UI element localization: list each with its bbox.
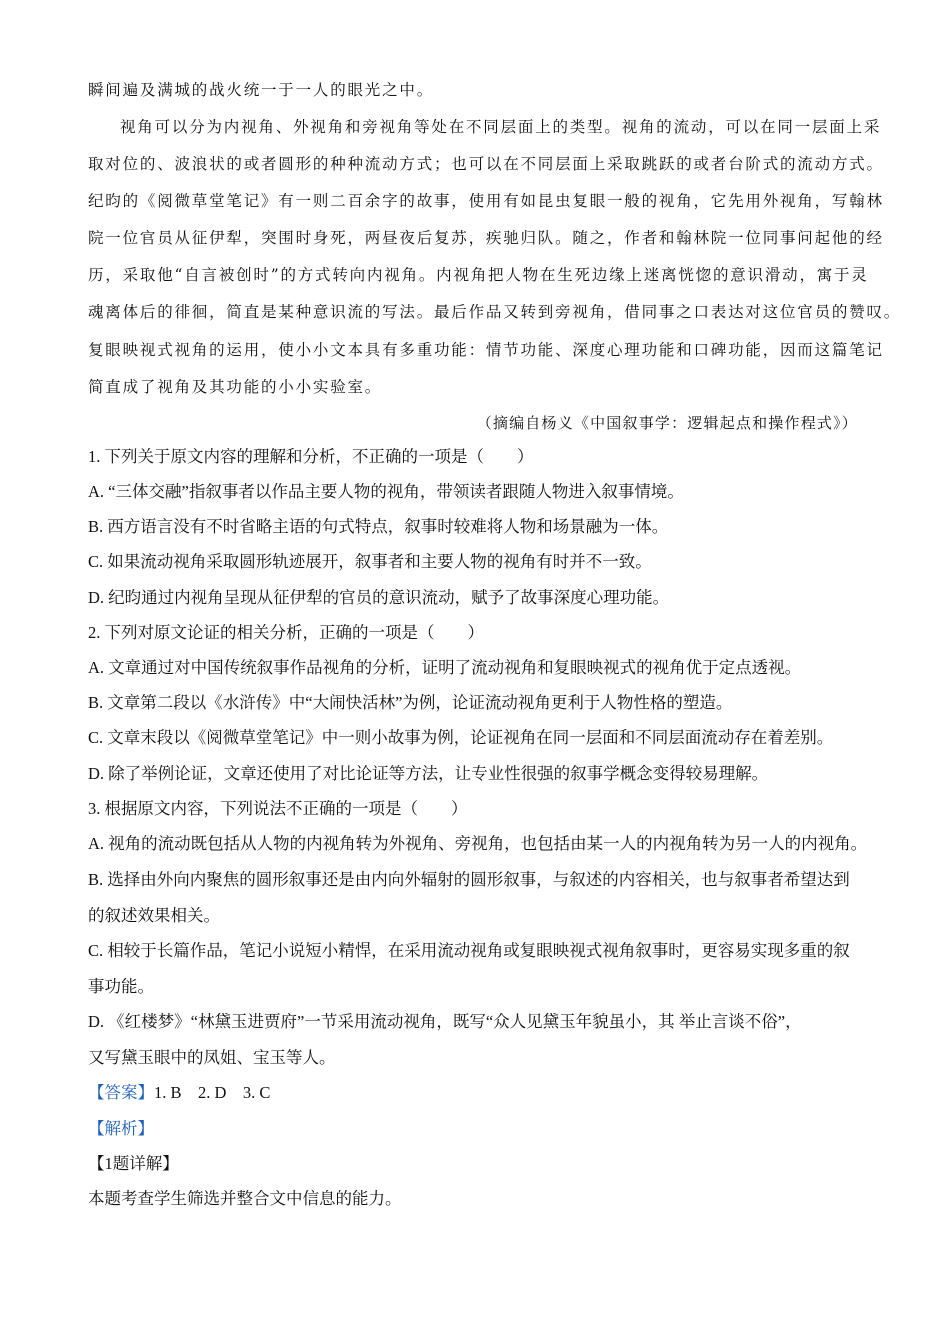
answer-text: 1. B 2. D 3. C: [154, 1083, 271, 1102]
question-3-option-c-line-2: 事功能。: [88, 977, 154, 996]
question-2-option-b: B. 文章第二段以《水浒传》中“大闹快活林”为例，论证流动视角更利于人物性格的塑造。: [88, 693, 733, 712]
question-1-option-d: D. 纪昀通过内视角呈现从征伊犁的官员的意识流动，赋予了故事深度心理功能。: [88, 588, 670, 607]
question-3-stem: 3. 根据原文内容，下列说法不正确的一项是（ ）: [88, 799, 468, 818]
passage-line-6: 历，采取他“自言被创时”的方式转向内视角。内视角把人物在生死边缘上迷离恍惚的意识滑动，寓于灵: [88, 266, 869, 284]
passage-line-1: 瞬间遍及满城的战火统一于一人的眼光之中。: [88, 81, 435, 99]
question-3-option-a: A. 视角的流动既包括从人物的内视角转为外视角、旁视角，也包括由某一人的内视角转为另一人的内视角。: [88, 834, 868, 853]
passage-source: （摘编自杨义《中国叙事学：逻辑起点和操作程式》）: [476, 414, 858, 432]
passage-line-4: 纪昀的《阅微草堂笔记》有一则二百余字的故事，使用有如昆虫复眼一般的视角，它先用外视角，写翰林: [88, 192, 884, 210]
question-1-option-a: A. “三体交融”指叙事者以作品主要人物的视角，带领读者跟随人物进入叙事情境。: [88, 482, 684, 501]
question-2-option-c: C. 文章末段以《阅微草堂笔记》中一则小故事为例，论证视角在同一层面和不同层面流动存在着差别。: [88, 728, 834, 747]
question-2-option-d: D. 除了举例论证，文章还使用了对比论证等方法，让专业性很强的叙事学概念变得较易理解。: [88, 764, 769, 783]
analysis-subheading: 【1题详解】: [88, 1154, 179, 1173]
passage-line-3: 取对位的、波浪状的或者圆形的种种流动方式；也可以在不同层面上采取跳跃的或者台阶式的流动方式。: [88, 155, 884, 173]
question-1-option-c: C. 如果流动视角采取圆形轨迹展开，叙事者和主要人物的视角有时并不一致。: [88, 552, 652, 571]
question-3-option-d-line-2: 又写黛玉眼中的凤姐、宝玉等人。: [88, 1048, 336, 1067]
question-1-stem: 1. 下列关于原文内容的理解和分析，不正确的一项是（ ）: [88, 447, 534, 466]
passage-line-7: 魂离体后的徘徊，简直是某种意识流的写法。最后作品又转到旁视角，借同事之口表达对这位官员的赞叹。: [88, 303, 902, 321]
passage-line-2: 视角可以分为内视角、外视角和旁视角等处在不同层面上的类型。视角的流动，可以在同一层面上采: [120, 118, 882, 136]
passage-line-5: 院一位官员从征伊犁，突围时身死，两昼夜后复苏，疾驰归队。随之，作者和翰林院一位同事问起他的经: [88, 229, 884, 247]
question-1-option-b: B. 西方语言没有不时省略主语的句式特点，叙事时较难将人物和场景融为一体。: [88, 517, 669, 536]
question-3-option-b-line-2: 的叙述效果相关。: [88, 906, 220, 925]
passage-line-9: 简直成了视角及其功能的小小实验室。: [88, 378, 383, 396]
answer-line: [88, 1083, 270, 1103]
question-2-stem: 2. 下列对原文论证的相关分析，正确的一项是（ ）: [88, 623, 484, 642]
question-3-option-b-line-1: B. 选择由外向内聚焦的圆形叙事还是由内向外辐射的圆形叙事，与叙述的内容相关，也与叙事者希望达到: [88, 870, 850, 889]
passage-line-8: 复眼映视式视角的运用，使小小文本具有多重功能：情节功能、深度心理功能和口碑功能，因而这篇笔记: [88, 341, 884, 359]
question-2-option-a: A. 文章通过对中国传统叙事作品视角的分析，证明了流动视角和复眼映视式的视角优于定点透视。: [88, 658, 802, 677]
analysis-text: 本题考查学生筛选并整合文中信息的能力。: [88, 1189, 402, 1208]
answer-tag: 【答案】: [88, 1083, 154, 1102]
analysis-tag: 【解析】: [88, 1119, 154, 1138]
question-3-option-c-line-1: C. 相较于长篇作品，笔记小说短小精悍，在采用流动视角或复眼映视式视角叙事时，更容易实现多重的叙: [88, 941, 850, 960]
question-3-option-d-line-1: D. 《红楼梦》“林黛玉进贾府”一节采用流动视角，既写“众人见黛玉年貌虽小，其 举止言谈不俗”，: [88, 1012, 802, 1031]
